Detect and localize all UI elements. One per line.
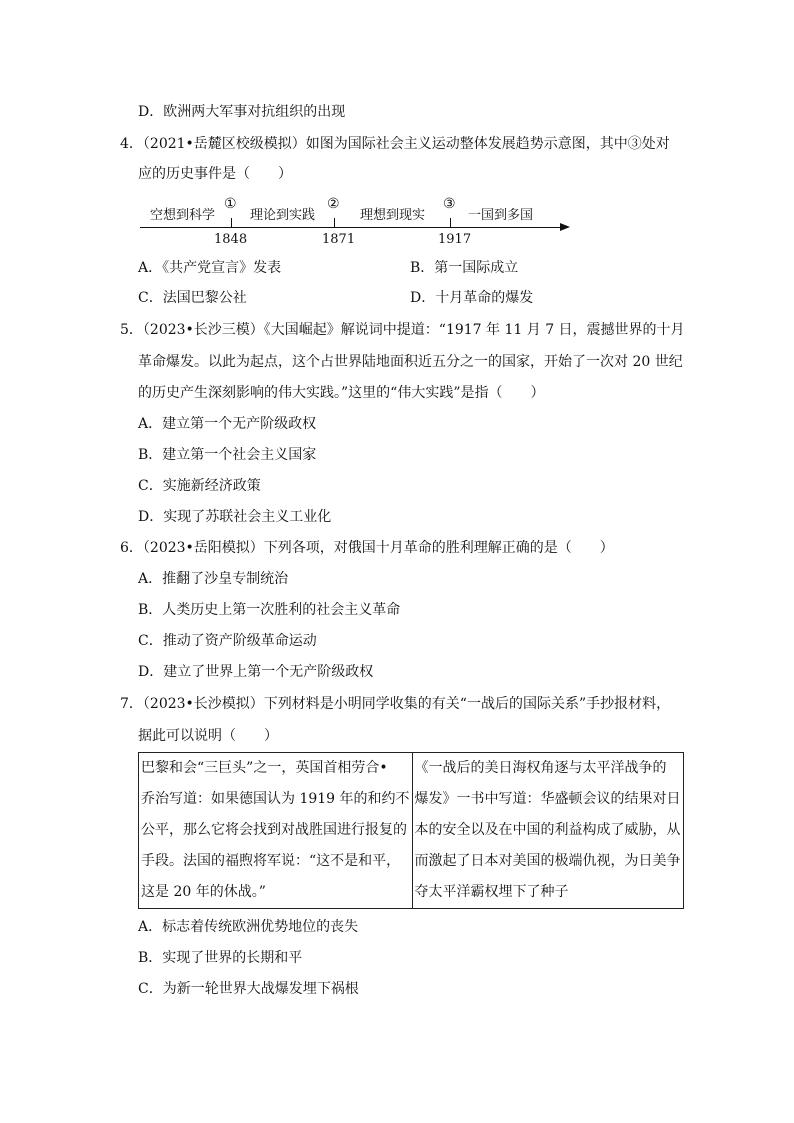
source-left-line: 巴黎和会“三巨头”之一，英国首相劳合•: [141, 760, 388, 776]
timeline-year-2: 1871: [322, 232, 356, 247]
q7-option-a: A．标志着传统欧洲优势地位的丧失: [138, 919, 359, 935]
timeline-marker-2: ②: [327, 196, 340, 212]
source-left-line: 手段。法国的福煦将军说：“这不是和平，: [141, 853, 401, 869]
q7-stem-line2: 据此可以说明（ ）: [138, 728, 278, 744]
timeline-year-1: 1848: [214, 232, 248, 247]
q7-source-table: [138, 752, 684, 909]
q4-stem-line2: 应的历史事件是（ ）: [138, 166, 292, 182]
q4-option-a: A．《共产党宣言》发表: [138, 260, 282, 276]
timeline-diagram: [140, 196, 580, 252]
q6-option-c: C．推动了资产阶级革命运动: [138, 633, 317, 649]
q7-option-b: B．实现了世界的长期和平: [138, 950, 303, 966]
q5-stem-line1: 5．（2023•长沙三模）《大国崛起》解说词中提道：“1917 年 11 月 7 日，震撼世界的十月: [120, 322, 685, 338]
q4-option-c: C．法国巴黎公社: [138, 290, 247, 306]
q4-option-d: D．十月革命的爆发: [410, 290, 534, 306]
q4-option-b: B．第一国际成立: [410, 260, 519, 276]
q6-option-b: B．人类历史上第一次胜利的社会主义革命: [138, 602, 401, 618]
timeline-marker-3: ③: [443, 196, 456, 212]
q5-option-c: C．实施新经济政策: [138, 478, 261, 494]
q5-stem-line3: 的历史产生深刻影响的伟大实践。”这里的“伟大实践”是指（ ）: [138, 385, 545, 401]
timeline-axis: [140, 227, 562, 228]
q6-option-d: D．建立了世界上第一个无产阶级政权: [138, 664, 374, 680]
q7-option-c: C．为新一轮世界大战爆发埋下祸根: [138, 981, 359, 997]
timeline-arrow-icon: [560, 223, 570, 231]
timeline-stage-3: 理想到现实: [360, 208, 426, 223]
source-right-line: 夺太平洋霸权埋下了种子: [414, 884, 569, 900]
timeline-year-3: 1917: [438, 232, 472, 247]
timeline-marker-1: ①: [224, 196, 237, 212]
q5-option-d: D．实现了苏联社会主义工业化: [138, 509, 332, 525]
q3-option-d: D．欧洲两大军事对抗组织的出现: [138, 104, 346, 120]
source-right-line: 本的安全以及在中国的利益构成了威胁，从: [414, 822, 681, 838]
q6-stem: 6．（2023•岳阳模拟）下列各项，对俄国十月革命的胜利理解正确的是（ ）: [120, 540, 614, 556]
timeline-stage-4: 一国到多国: [468, 208, 534, 223]
source-left-line: 公平，那么它将会找到对战胜国进行报复的: [141, 822, 407, 838]
timeline-stage-1: 空想到科学: [150, 208, 216, 223]
q5-option-a: A．建立第一个无产阶级政权: [138, 416, 317, 432]
source-right-line: 而激起了日本对美国的极端仇视，为日美争: [414, 853, 681, 869]
q5-option-b: B．建立第一个社会主义国家: [138, 447, 317, 463]
source-left-cell: [139, 753, 413, 909]
source-left-line: 乔治写道：如果德国认为 1919 年的和约不: [141, 791, 410, 807]
source-right-line: 爆发》一书中写道：华盛顿会议的结果对日: [414, 791, 681, 807]
q7-stem-line1: 7．（2023•长沙模拟）下列材料是小明同学收集的有关“一战后的国际关系”手抄报材料，: [120, 696, 671, 712]
q6-option-a: A．推翻了沙皇专制统治: [138, 571, 289, 587]
q4-stem-line1: 4．（2021•岳麓区校级模拟）如图为国际社会主义运动整体发展趋势示意图，其中③处对: [120, 136, 670, 152]
source-left-line: 这是 20 年的休战。”: [141, 884, 266, 900]
source-right-line: 《一战后的美日海权角逐与太平洋战争的: [414, 760, 667, 776]
timeline-stage-2: 理论到实践: [250, 208, 316, 223]
q5-stem-line2: 革命爆发。以此为起点，这个占世界陆地面积近五分之一的国家，开始了一次对 20 世纪: [138, 354, 683, 370]
table-row: [139, 753, 684, 909]
source-right-cell: [412, 753, 683, 909]
